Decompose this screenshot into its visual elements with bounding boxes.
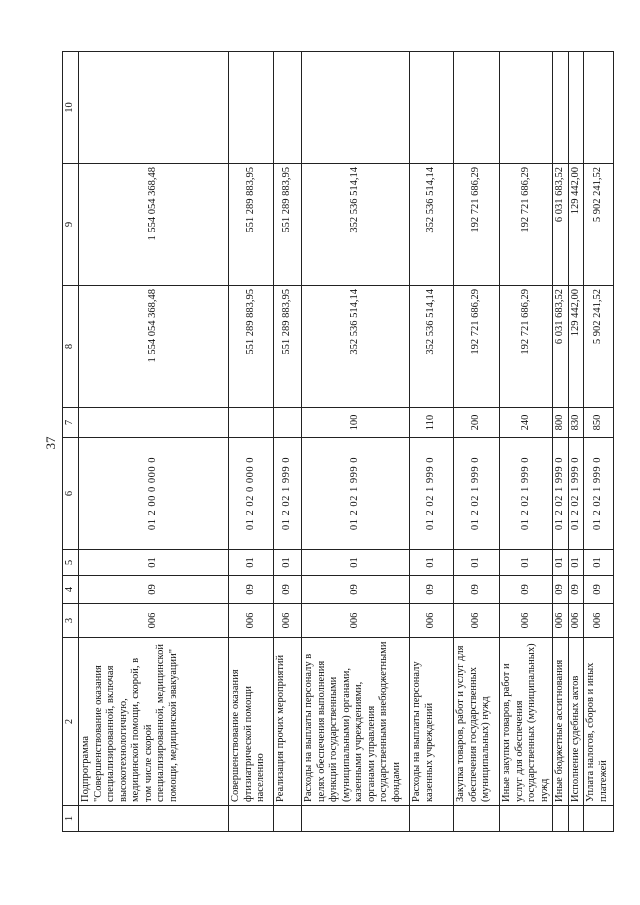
cell-csr: 01 2 02 1 999 0 — [500, 438, 553, 550]
cell-value-9: 6 031 683,52 — [553, 164, 569, 286]
cell-csr: 01 2 02 1 999 0 — [274, 438, 302, 550]
header-cell: 6 — [63, 438, 79, 550]
cell-name: Расходы на выплаты персоналу казенных учреждений — [410, 638, 454, 806]
cell-vr — [229, 408, 274, 438]
cell-value-10 — [302, 52, 410, 164]
cell-vr — [274, 408, 302, 438]
cell-value-10 — [79, 52, 229, 164]
cell-ved: 006 — [553, 604, 569, 638]
cell-value-10 — [454, 52, 500, 164]
cell-ved: 006 — [584, 604, 614, 638]
cell-name: Реализация прочих мероприятий — [274, 638, 302, 806]
cell-value-8: 192 721 686,29 — [454, 286, 500, 408]
cell-rz: 09 — [553, 576, 569, 604]
cell-value-8: 352 536 514,14 — [302, 286, 410, 408]
cell-col1 — [302, 806, 410, 832]
cell-rz: 09 — [229, 576, 274, 604]
cell-rz: 09 — [302, 576, 410, 604]
cell-value-9: 1 554 054 368,48 — [79, 164, 229, 286]
cell-value-8: 192 721 686,29 — [500, 286, 553, 408]
cell-rz: 09 — [500, 576, 553, 604]
cell-vr: 240 — [500, 408, 553, 438]
header-cell: 3 — [63, 604, 79, 638]
cell-pr: 01 — [454, 550, 500, 576]
rotated-table-wrapper — [62, 52, 640, 832]
header-cell: 7 — [63, 408, 79, 438]
header-row — [63, 52, 79, 832]
cell-name: Иные бюджетные ассигнования — [553, 638, 569, 806]
cell-pr: 01 — [500, 550, 553, 576]
cell-pr: 01 — [274, 550, 302, 576]
header-cell: 5 — [63, 550, 79, 576]
table-row — [410, 52, 454, 832]
page-number: 37 — [43, 436, 58, 450]
cell-ved: 006 — [568, 604, 584, 638]
cell-value-9: 551 289 883,95 — [229, 164, 274, 286]
cell-value-10 — [568, 52, 584, 164]
cell-ved: 006 — [454, 604, 500, 638]
cell-rz: 09 — [568, 576, 584, 604]
cell-value-9: 352 536 514,14 — [302, 164, 410, 286]
cell-value-9: 5 902 241,52 — [584, 164, 614, 286]
cell-vr: 110 — [410, 408, 454, 438]
cell-col1 — [229, 806, 274, 832]
cell-value-10 — [229, 52, 274, 164]
cell-value-9: 192 721 686,29 — [454, 164, 500, 286]
cell-ved: 006 — [500, 604, 553, 638]
cell-csr: 01 2 02 1 999 0 — [553, 438, 569, 550]
cell-ved: 006 — [79, 604, 229, 638]
cell-value-9: 192 721 686,29 — [500, 164, 553, 286]
cell-csr: 01 2 00 0 000 0 — [79, 438, 229, 550]
cell-rz: 09 — [79, 576, 229, 604]
cell-value-10 — [274, 52, 302, 164]
cell-pr: 01 — [584, 550, 614, 576]
budget-table — [62, 51, 614, 832]
cell-value-8: 6 031 683,52 — [553, 286, 569, 408]
cell-ved: 006 — [410, 604, 454, 638]
cell-col1 — [454, 806, 500, 832]
cell-csr: 01 2 02 1 999 0 — [568, 438, 584, 550]
table-row — [500, 52, 553, 832]
cell-rz: 09 — [410, 576, 454, 604]
cell-pr: 01 — [79, 550, 229, 576]
cell-value-9: 352 536 514,14 — [410, 164, 454, 286]
cell-col1 — [410, 806, 454, 832]
table-row — [584, 52, 614, 832]
cell-csr: 01 2 02 1 999 0 — [584, 438, 614, 550]
cell-name: Закупка товаров, работ и услуг для обеспечения государственных (муниципальных) нужд — [454, 638, 500, 806]
cell-name: Исполнение судебных актов — [568, 638, 584, 806]
cell-col1 — [274, 806, 302, 832]
table-row — [553, 52, 569, 832]
cell-name: Уплата налогов, сборов и иных платежей — [584, 638, 614, 806]
cell-name: Иные закупки товаров, работ и услуг для обеспечения государственных (муниципальных) нужд — [500, 638, 553, 806]
table-row — [274, 52, 302, 832]
header-cell: 4 — [63, 576, 79, 604]
cell-vr: 850 — [584, 408, 614, 438]
header-cell: 8 — [63, 286, 79, 408]
cell-vr — [79, 408, 229, 438]
cell-ved: 006 — [274, 604, 302, 638]
header-cell: 10 — [63, 52, 79, 164]
table-row — [79, 52, 229, 832]
cell-pr: 01 — [553, 550, 569, 576]
cell-value-10 — [584, 52, 614, 164]
table-row — [229, 52, 274, 832]
cell-col1 — [584, 806, 614, 832]
cell-vr: 830 — [568, 408, 584, 438]
cell-pr: 01 — [229, 550, 274, 576]
cell-pr: 01 — [302, 550, 410, 576]
cell-rz: 09 — [454, 576, 500, 604]
cell-pr: 01 — [410, 550, 454, 576]
cell-value-8: 5 902 241,52 — [584, 286, 614, 408]
header-cell: 9 — [63, 164, 79, 286]
cell-value-10 — [553, 52, 569, 164]
cell-col1 — [553, 806, 569, 832]
cell-value-8: 1 554 054 368,48 — [79, 286, 229, 408]
table-row — [454, 52, 500, 832]
cell-col1 — [79, 806, 229, 832]
cell-csr: 01 2 02 1 999 0 — [454, 438, 500, 550]
cell-value-8: 129 442,00 — [568, 286, 584, 408]
cell-rz: 09 — [274, 576, 302, 604]
cell-vr: 200 — [454, 408, 500, 438]
cell-pr: 01 — [568, 550, 584, 576]
cell-col1 — [500, 806, 553, 832]
cell-vr: 800 — [553, 408, 569, 438]
cell-csr: 01 2 02 0 000 0 — [229, 438, 274, 550]
cell-ved: 006 — [302, 604, 410, 638]
cell-value-8: 352 536 514,14 — [410, 286, 454, 408]
cell-rz: 09 — [584, 576, 614, 604]
cell-value-10 — [500, 52, 553, 164]
cell-name: Совершенствование оказания фтизиатрической помощи населению — [229, 638, 274, 806]
header-cell: 1 — [63, 806, 79, 832]
cell-col1 — [568, 806, 584, 832]
cell-ved: 006 — [229, 604, 274, 638]
cell-name: Подпрограмма "Совершенствование оказания специализированной, включая высокотехнологичную, медицинской помощи, скорой, в том числе скорой специализированной, медицинской помощи, медицинской эвакуации" — [79, 638, 229, 806]
cell-value-10 — [410, 52, 454, 164]
cell-vr: 100 — [302, 408, 410, 438]
cell-value-8: 551 289 883,95 — [274, 286, 302, 408]
header-cell: 2 — [63, 638, 79, 806]
table-row — [568, 52, 584, 832]
cell-csr: 01 2 02 1 999 0 — [410, 438, 454, 550]
table-row — [302, 52, 410, 832]
cell-value-9: 551 289 883,95 — [274, 164, 302, 286]
cell-csr: 01 2 02 1 999 0 — [302, 438, 410, 550]
cell-value-8: 551 289 883,95 — [229, 286, 274, 408]
cell-value-9: 129 442,00 — [568, 164, 584, 286]
cell-name: Расходы на выплаты персоналу в целях обеспечения выполнения функций государственными (муниципальными) органами, казенными учреждениями, органами управления государственными внебюджетными фондами — [302, 638, 410, 806]
